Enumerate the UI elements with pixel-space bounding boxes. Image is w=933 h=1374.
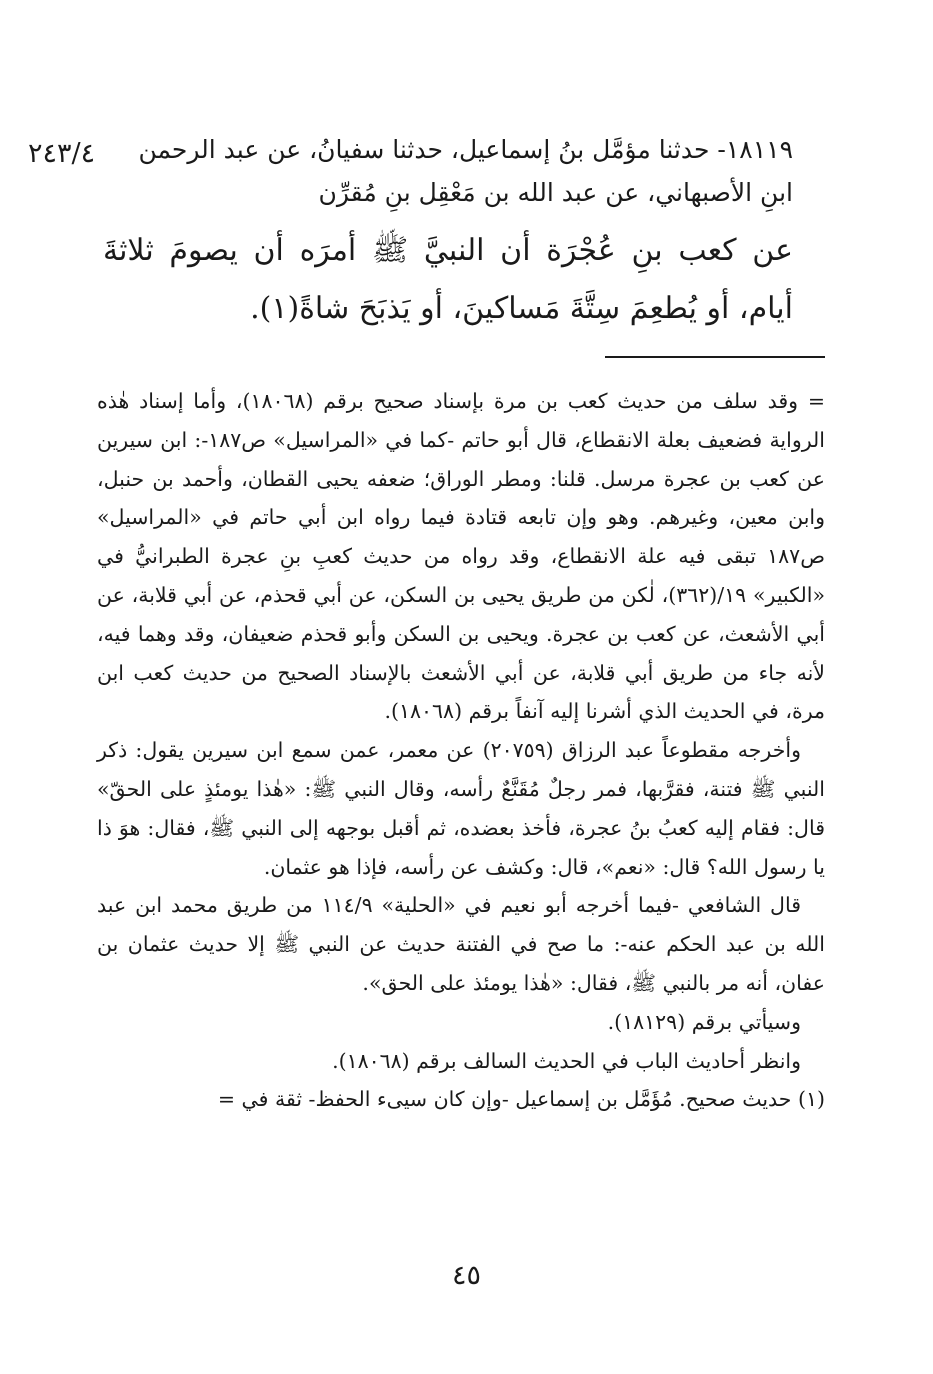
isnad-line-2: ابنِ الأصبهاني، عن عبد الله بن مَعْقِل بنِ مُقرِّن [318, 178, 793, 207]
hadith-text [103, 128, 793, 338]
footnote-paragraph-shafii: قال الشافعي -فيما أخرجه أبو نعيم في «الحلية» ١١٤/٩ من طريق محمد ابن عبد الله بن عبد الحكم عنه-: ما صح في الفتنة حديث عن النبي ﷺ إلا حديث عثمان بن عفان، أنه مر بالنبي ﷺ، فقال: «هٰذا يومئذ على الحق». [97, 893, 825, 995]
footnote-separator [605, 356, 825, 358]
page-number: ٤٥ [451, 1260, 481, 1291]
footnote-paragraph-cross-ref: وسيأتي برقم (١٨١٢٩). [607, 1009, 801, 1034]
isnad-line-1: ١٨١١٩- حدثنا مؤمَّل بنُ إسماعيل، حدثنا سفيانُ، عن عبد الرحمن [138, 135, 793, 164]
footnote-paragraph-see-also: وانظر أحاديث الباب في الحديث السالف برقم (١٨٠٦٨). [332, 1048, 801, 1073]
footnote-1: (١) حديث صحيح. مُؤَمَّل بن إسماعيل -وإن كان سيىء الحفظ- ثقة في = [217, 1087, 825, 1112]
footnotes [97, 382, 825, 1119]
volume-page-reference: ٢٤٣/٤ [28, 138, 96, 169]
hadith-matn: عن كعب بنِ عُجْرَة أن النبيَّ ﷺ أمرَه أن يصومَ ثلاثةَ أيام، أو يُطعِمَ سِتَّةَ مَساكينَ، أو يَذبَحَ شاةً(١). [103, 233, 793, 326]
footnote-paragraph-abdurrazzaq: وأخرجه مقطوعاً عبد الرزاق (٢٠٧٥٩) عن معمر، عمن سمع ابن سيرين يقول: ذكر النبي ﷺ فتنة، فقرَّبها، فمر رجلٌ مُقَنَّعٌ رأسه، وقال النبي ﷺ: «هٰذا يومئذٍ على الحقّ» قال: فقام إليه كعبُ بنُ عجرة، فأخذ بعضده، ثم أقبل بوجهه إلى النبي ﷺ، فقال: هوَ ذا يا رسول الله؟ قال: «نعم»، قال: وكشف عن رأسه، فإذا هو عثمان. [97, 738, 825, 879]
footnote-continuation: = وقد سلف من حديث كعب بن مرة بإسناد صحيح برقم (١٨٠٦٨)، وأما إسناد هٰذه الرواية فضعيف بعلة الانقطاع، قال أبو حاتم -كما في «المراسيل» ص١٨٧-: ابن سيرين عن كعب بن عجرة مرسل. قلنا: ومطر الوراق؛ ضعفه يحيى القطان، وأحمد بن حنبل، وابن معين، وغيرهم. وهو وإن تابعه قتادة فيما رواه ابن أبي حاتم في «المراسيل» ص١٨٧ تبقى فيه علة الانقطاع، وقد رواه من حديث كعبِ بنِ عجرة الطبرانيُّ في «الكبير» ١٩/(٣٦٢)، لٰكن من طريق يحيى بن السكن، عن أبي قحذم، عن أبي قلابة، عن أبي الأشعث، عن كعب بن عجرة. ويحيى بن السكن وأبو قحذم ضعيفان، وقد وهما فيه، لأنه جاء من طريق أبي قلابة، عن أبي الأشعث بالإسناد الصحيح من حديث كعب ابن مرة، في الحديث الذي أشرنا إليه آنفاً برقم (١٨٠٦٨). [97, 389, 825, 724]
